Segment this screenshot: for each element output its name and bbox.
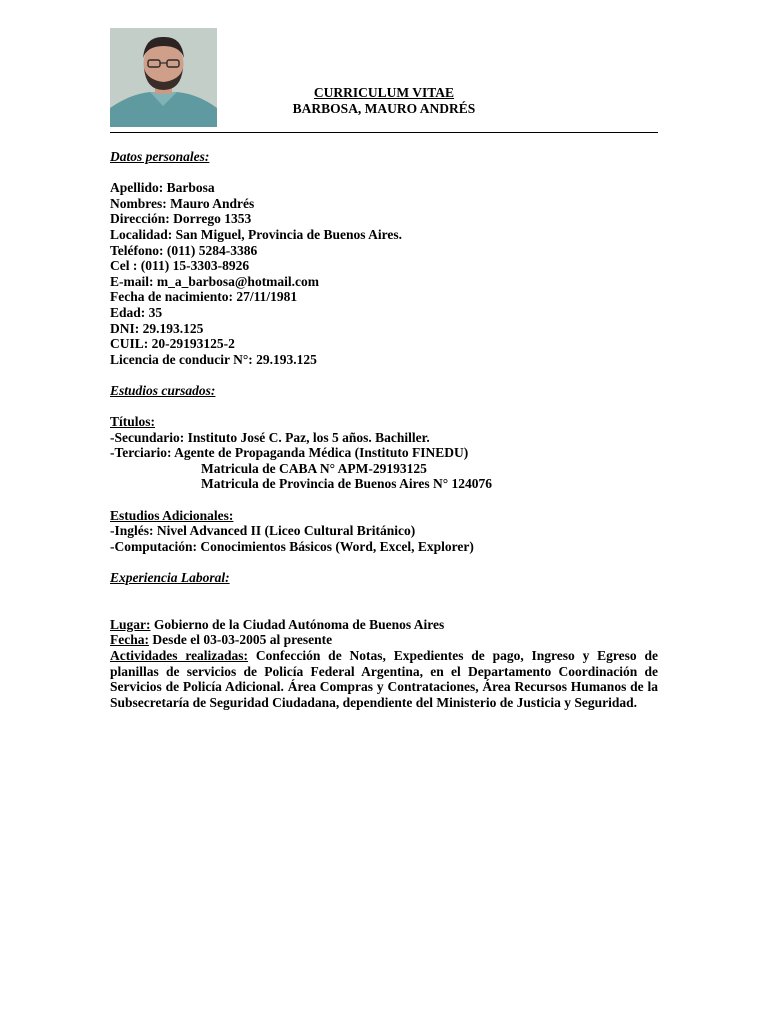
actividades-value: Confección de Notas, Expedientes de pago, Ingreso y Egreso de planillas de servicios de Policía Federal Argentina, en el Departamento Coordinación de Servicios de Policía Adicional. Área Compras y Contrataciones, Área Recursos Humanos de la Subsecretaría de Seguridad Ciudadana, dependiente del Ministerio de Justicia y Seguridad.	[110, 648, 658, 710]
section-heading-personal: Datos personales:	[110, 149, 210, 164]
experience-lugar	[110, 617, 658, 633]
study-computacion: -Computación: Conocimientos Básicos (Word, Excel, Explorer)	[110, 538, 474, 554]
study-ingles: -Inglés: Nivel Advanced II (Liceo Cultural Británico)	[110, 523, 416, 539]
personal-apellido: Apellido: Barbosa	[110, 180, 215, 196]
cv-person-name: BARBOSA, MAURO ANDRÉS	[292, 101, 476, 116]
section-heading-experience: Experiencia Laboral:	[110, 570, 230, 586]
section-heading-studies: Estudios cursados:	[110, 382, 216, 398]
personal-cuil: CUIL: 20-29193125-2	[110, 336, 235, 352]
study-matricula-caba: Matricula de CABA N° APM-29193125	[201, 460, 427, 476]
personal-nombres: Nombres: Mauro Andrés	[110, 195, 255, 211]
personal-licencia: Licencia de conducir N°: 29.193.125	[110, 351, 317, 367]
personal-direccion: Dirección: Dorrego 1353	[110, 211, 252, 227]
titles-label: Títulos:	[110, 414, 156, 430]
fecha-value: Desde el 03-03-2005 al presente	[148, 632, 333, 648]
actividades-label: Actividades realizadas:	[110, 648, 249, 663]
additional-studies-label: Estudios Adicionales:	[110, 507, 234, 523]
cv-header	[110, 85, 658, 117]
personal-cel: Cel : (011) 15-3303-8926	[110, 258, 250, 274]
study-terciario: -Terciario: Agente de Propaganda Médica (Instituto FINEDU)	[110, 445, 469, 461]
lugar-label: Lugar:	[110, 616, 151, 632]
cv-body	[110, 149, 658, 710]
header-divider	[110, 132, 658, 133]
experience-actividades	[110, 648, 658, 710]
personal-localidad: Localidad: San Miguel, Provincia de Buenos Aires.	[110, 226, 403, 242]
study-matricula-pba: Matricula de Provincia de Buenos Aires N° 124076	[201, 476, 493, 492]
personal-telefono: Teléfono: (011) 5284-3386	[110, 242, 258, 258]
personal-fecha-nacimiento: Fecha de nacimiento: 27/11/1981	[110, 289, 298, 305]
personal-edad: Edad: 35	[110, 304, 163, 320]
experience-fecha	[110, 632, 658, 648]
fecha-label: Fecha:	[110, 632, 149, 648]
personal-dni: DNI: 29.193.125	[110, 320, 204, 336]
personal-email: E-mail: m_a_barbosa@hotmail.com	[110, 273, 320, 289]
lugar-value: Gobierno de la Ciudad Autónoma de Buenos Aires	[150, 616, 445, 632]
cv-title: CURRICULUM VITAE	[313, 85, 455, 100]
study-secundario: -Secundario: Instituto José C. Paz, los 5 años. Bachiller.	[110, 429, 430, 445]
